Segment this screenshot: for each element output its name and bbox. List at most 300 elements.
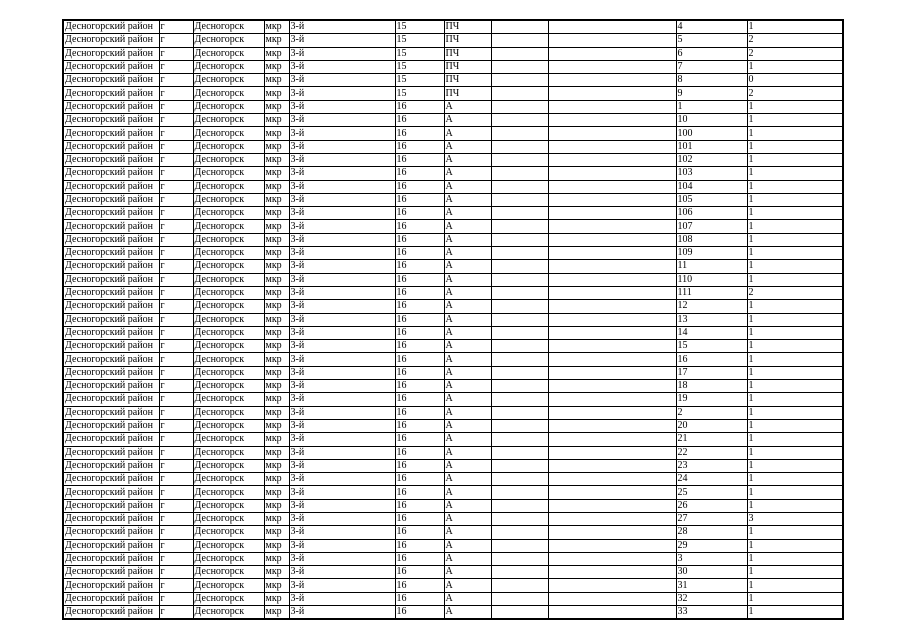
cell-city_type[interactable]: г [159,74,193,87]
cell-letter[interactable]: А [444,353,491,366]
cell-extra[interactable] [491,552,548,565]
cell-district[interactable]: Десногорский район [63,552,159,565]
cell-district[interactable]: Десногорский район [63,127,159,140]
cell-street[interactable]: 3-й [289,486,395,499]
cell-extra[interactable] [491,606,548,620]
cell-district[interactable]: Десногорский район [63,247,159,260]
cell-street_type[interactable]: мкр [264,566,289,579]
cell-city_type[interactable]: г [159,459,193,472]
cell-city[interactable]: Десногорск [193,473,264,486]
cell-street_type[interactable]: мкр [264,87,289,100]
cell-city[interactable]: Десногорск [193,193,264,206]
cell-street[interactable]: 3-й [289,114,395,127]
cell-street_type[interactable]: мкр [264,486,289,499]
cell-count[interactable]: 1 [747,193,843,206]
cell-street[interactable]: 3-й [289,353,395,366]
cell-count[interactable]: 1 [747,153,843,166]
cell-street[interactable]: 3-й [289,60,395,73]
cell-extra[interactable] [491,539,548,552]
cell-house[interactable]: 16 [395,153,444,166]
cell-house[interactable]: 16 [395,446,444,459]
cell-extra[interactable] [491,313,548,326]
cell-city[interactable]: Десногорск [193,592,264,605]
cell-count[interactable]: 1 [747,393,843,406]
cell-empty[interactable] [548,459,676,472]
cell-empty[interactable] [548,114,676,127]
cell-street_type[interactable]: мкр [264,300,289,313]
cell-empty[interactable] [548,406,676,419]
cell-letter[interactable]: А [444,207,491,220]
cell-city[interactable]: Десногорск [193,579,264,592]
cell-extra[interactable] [491,20,548,34]
cell-apartment[interactable]: 13 [676,313,747,326]
cell-house[interactable]: 16 [395,207,444,220]
cell-apartment[interactable]: 9 [676,87,747,100]
cell-district[interactable]: Десногорский район [63,340,159,353]
cell-count[interactable]: 1 [747,326,843,339]
cell-city[interactable]: Десногорск [193,326,264,339]
cell-empty[interactable] [548,286,676,299]
cell-extra[interactable] [491,486,548,499]
cell-city_type[interactable]: г [159,193,193,206]
cell-letter[interactable]: А [444,326,491,339]
cell-city_type[interactable]: г [159,60,193,73]
cell-extra[interactable] [491,419,548,432]
cell-apartment[interactable]: 15 [676,340,747,353]
cell-street[interactable]: 3-й [289,526,395,539]
cell-district[interactable]: Десногорский район [63,20,159,34]
cell-city[interactable]: Десногорск [193,87,264,100]
cell-letter[interactable]: А [444,473,491,486]
cell-city[interactable]: Десногорск [193,393,264,406]
cell-extra[interactable] [491,406,548,419]
cell-district[interactable]: Десногорский район [63,260,159,273]
cell-empty[interactable] [548,20,676,34]
cell-count[interactable]: 1 [747,340,843,353]
cell-letter[interactable]: А [444,512,491,525]
cell-street[interactable]: 3-й [289,340,395,353]
cell-count[interactable]: 1 [747,419,843,432]
cell-street[interactable]: 3-й [289,260,395,273]
cell-city[interactable]: Десногорск [193,499,264,512]
cell-empty[interactable] [548,180,676,193]
cell-house[interactable]: 16 [395,233,444,246]
cell-street[interactable]: 3-й [289,247,395,260]
cell-letter[interactable]: А [444,247,491,260]
cell-extra[interactable] [491,273,548,286]
cell-district[interactable]: Десногорский район [63,486,159,499]
cell-extra[interactable] [491,140,548,153]
cell-empty[interactable] [548,353,676,366]
cell-extra[interactable] [491,193,548,206]
cell-empty[interactable] [548,87,676,100]
cell-street_type[interactable]: мкр [264,34,289,47]
cell-house[interactable]: 16 [395,114,444,127]
cell-city_type[interactable]: г [159,353,193,366]
cell-city[interactable]: Десногорск [193,300,264,313]
cell-street_type[interactable]: мкр [264,207,289,220]
cell-count[interactable]: 1 [747,100,843,113]
cell-street[interactable]: 3-й [289,233,395,246]
cell-letter[interactable]: А [444,419,491,432]
cell-letter[interactable]: А [444,366,491,379]
cell-city[interactable]: Десногорск [193,260,264,273]
cell-district[interactable]: Десногорский район [63,473,159,486]
cell-extra[interactable] [491,353,548,366]
cell-apartment[interactable]: 11 [676,260,747,273]
cell-city[interactable]: Десногорск [193,486,264,499]
cell-street[interactable]: 3-й [289,326,395,339]
cell-apartment[interactable]: 103 [676,167,747,180]
cell-house[interactable]: 15 [395,74,444,87]
cell-city[interactable]: Десногорск [193,34,264,47]
cell-letter[interactable]: А [444,260,491,273]
cell-extra[interactable] [491,87,548,100]
cell-apartment[interactable]: 100 [676,127,747,140]
cell-street_type[interactable]: мкр [264,74,289,87]
cell-street_type[interactable]: мкр [264,446,289,459]
cell-street_type[interactable]: мкр [264,114,289,127]
cell-district[interactable]: Десногорский район [63,326,159,339]
cell-count[interactable]: 1 [747,273,843,286]
cell-city_type[interactable]: г [159,433,193,446]
cell-city_type[interactable]: г [159,180,193,193]
cell-extra[interactable] [491,326,548,339]
cell-street[interactable]: 3-й [289,380,395,393]
cell-apartment[interactable]: 4 [676,20,747,34]
cell-letter[interactable]: А [444,100,491,113]
cell-street_type[interactable]: мкр [264,60,289,73]
cell-count[interactable]: 1 [747,552,843,565]
cell-street_type[interactable]: мкр [264,380,289,393]
cell-street_type[interactable]: мкр [264,552,289,565]
cell-city[interactable]: Десногорск [193,459,264,472]
cell-apartment[interactable]: 111 [676,286,747,299]
cell-apartment[interactable]: 30 [676,566,747,579]
cell-count[interactable]: 1 [747,313,843,326]
cell-district[interactable]: Десногорский район [63,393,159,406]
cell-district[interactable]: Десногорский район [63,606,159,620]
cell-house[interactable]: 16 [395,592,444,605]
cell-city[interactable]: Десногорск [193,114,264,127]
cell-extra[interactable] [491,366,548,379]
cell-extra[interactable] [491,380,548,393]
cell-letter[interactable]: А [444,499,491,512]
cell-city[interactable]: Десногорск [193,47,264,60]
cell-count[interactable]: 2 [747,47,843,60]
cell-house[interactable]: 16 [395,366,444,379]
cell-district[interactable]: Десногорский район [63,313,159,326]
cell-count[interactable]: 1 [747,114,843,127]
cell-house[interactable]: 16 [395,247,444,260]
cell-letter[interactable]: А [444,193,491,206]
cell-street[interactable]: 3-й [289,140,395,153]
cell-count[interactable]: 2 [747,87,843,100]
cell-city[interactable]: Десногорск [193,313,264,326]
cell-city_type[interactable]: г [159,127,193,140]
cell-letter[interactable]: А [444,606,491,620]
cell-city_type[interactable]: г [159,153,193,166]
cell-empty[interactable] [548,127,676,140]
cell-house[interactable]: 16 [395,419,444,432]
cell-city_type[interactable]: г [159,446,193,459]
cell-letter[interactable]: А [444,340,491,353]
cell-letter[interactable]: А [444,167,491,180]
cell-street_type[interactable]: мкр [264,340,289,353]
cell-empty[interactable] [548,260,676,273]
cell-city_type[interactable]: г [159,552,193,565]
cell-count[interactable]: 1 [747,473,843,486]
cell-street_type[interactable]: мкр [264,526,289,539]
cell-street[interactable]: 3-й [289,74,395,87]
cell-street[interactable]: 3-й [289,393,395,406]
cell-city[interactable]: Десногорск [193,539,264,552]
cell-street_type[interactable]: мкр [264,247,289,260]
cell-street_type[interactable]: мкр [264,592,289,605]
cell-letter[interactable]: А [444,486,491,499]
cell-city_type[interactable]: г [159,233,193,246]
cell-letter[interactable]: А [444,286,491,299]
cell-letter[interactable]: А [444,220,491,233]
cell-district[interactable]: Десногорский район [63,47,159,60]
cell-letter[interactable]: А [444,552,491,565]
cell-extra[interactable] [491,459,548,472]
cell-city[interactable]: Десногорск [193,233,264,246]
cell-district[interactable]: Десногорский район [63,380,159,393]
cell-city[interactable]: Десногорск [193,419,264,432]
cell-apartment[interactable]: 8 [676,74,747,87]
cell-letter[interactable]: ПЧ [444,20,491,34]
cell-district[interactable]: Десногорский район [63,499,159,512]
cell-district[interactable]: Десногорский район [63,566,159,579]
cell-house[interactable]: 16 [395,286,444,299]
cell-house[interactable]: 16 [395,499,444,512]
cell-apartment[interactable]: 31 [676,579,747,592]
cell-street_type[interactable]: мкр [264,100,289,113]
cell-house[interactable]: 16 [395,380,444,393]
cell-extra[interactable] [491,579,548,592]
cell-empty[interactable] [548,47,676,60]
cell-extra[interactable] [491,433,548,446]
cell-house[interactable]: 16 [395,140,444,153]
cell-house[interactable]: 16 [395,273,444,286]
cell-empty[interactable] [548,566,676,579]
cell-district[interactable]: Десногорский район [63,87,159,100]
cell-street_type[interactable]: мкр [264,539,289,552]
cell-city_type[interactable]: г [159,167,193,180]
cell-street[interactable]: 3-й [289,313,395,326]
cell-count[interactable]: 1 [747,606,843,620]
cell-street[interactable]: 3-й [289,273,395,286]
cell-extra[interactable] [491,114,548,127]
cell-extra[interactable] [491,300,548,313]
cell-street[interactable]: 3-й [289,473,395,486]
cell-house[interactable]: 16 [395,127,444,140]
cell-extra[interactable] [491,167,548,180]
cell-district[interactable]: Десногорский район [63,34,159,47]
cell-street[interactable]: 3-й [289,153,395,166]
cell-city[interactable]: Десногорск [193,606,264,620]
cell-apartment[interactable]: 101 [676,140,747,153]
cell-letter[interactable]: А [444,140,491,153]
cell-city_type[interactable]: г [159,20,193,34]
cell-count[interactable]: 1 [747,566,843,579]
cell-street[interactable]: 3-й [289,220,395,233]
cell-empty[interactable] [548,512,676,525]
cell-letter[interactable]: ПЧ [444,34,491,47]
cell-street[interactable]: 3-й [289,433,395,446]
cell-city_type[interactable]: г [159,286,193,299]
cell-letter[interactable]: А [444,153,491,166]
cell-city[interactable]: Десногорск [193,353,264,366]
cell-city_type[interactable]: г [159,220,193,233]
cell-street_type[interactable]: мкр [264,233,289,246]
cell-extra[interactable] [491,127,548,140]
cell-street[interactable]: 3-й [289,300,395,313]
cell-city_type[interactable]: г [159,140,193,153]
cell-house[interactable]: 16 [395,300,444,313]
cell-apartment[interactable]: 106 [676,207,747,220]
cell-empty[interactable] [548,433,676,446]
cell-city_type[interactable]: г [159,366,193,379]
cell-apartment[interactable]: 26 [676,499,747,512]
cell-apartment[interactable]: 25 [676,486,747,499]
cell-extra[interactable] [491,180,548,193]
cell-city[interactable]: Десногорск [193,512,264,525]
cell-count[interactable]: 1 [747,433,843,446]
cell-count[interactable]: 1 [747,300,843,313]
cell-street_type[interactable]: мкр [264,473,289,486]
cell-house[interactable]: 16 [395,512,444,525]
cell-city_type[interactable]: г [159,393,193,406]
cell-street_type[interactable]: мкр [264,286,289,299]
cell-city[interactable]: Десногорск [193,366,264,379]
cell-count[interactable]: 1 [747,446,843,459]
cell-apartment[interactable]: 5 [676,34,747,47]
cell-empty[interactable] [548,499,676,512]
cell-city_type[interactable]: г [159,326,193,339]
cell-street_type[interactable]: мкр [264,419,289,432]
cell-street_type[interactable]: мкр [264,579,289,592]
cell-house[interactable]: 15 [395,87,444,100]
cell-district[interactable]: Десногорский район [63,167,159,180]
cell-district[interactable]: Десногорский район [63,273,159,286]
cell-street[interactable]: 3-й [289,406,395,419]
cell-district[interactable]: Десногорский район [63,286,159,299]
cell-street[interactable]: 3-й [289,552,395,565]
cell-house[interactable]: 16 [395,579,444,592]
cell-city_type[interactable]: г [159,340,193,353]
cell-empty[interactable] [548,606,676,620]
cell-street_type[interactable]: мкр [264,499,289,512]
cell-street_type[interactable]: мкр [264,127,289,140]
cell-empty[interactable] [548,153,676,166]
cell-empty[interactable] [548,326,676,339]
cell-letter[interactable]: А [444,459,491,472]
cell-street[interactable]: 3-й [289,592,395,605]
cell-district[interactable]: Десногорский район [63,180,159,193]
cell-street[interactable]: 3-й [289,459,395,472]
cell-extra[interactable] [491,526,548,539]
cell-house[interactable]: 16 [395,260,444,273]
cell-street[interactable]: 3-й [289,100,395,113]
cell-street[interactable]: 3-й [289,539,395,552]
cell-district[interactable]: Десногорский район [63,579,159,592]
cell-extra[interactable] [491,100,548,113]
cell-empty[interactable] [548,34,676,47]
cell-street_type[interactable]: мкр [264,393,289,406]
cell-street_type[interactable]: мкр [264,220,289,233]
cell-extra[interactable] [491,220,548,233]
cell-extra[interactable] [491,566,548,579]
cell-city[interactable]: Десногорск [193,406,264,419]
cell-house[interactable]: 16 [395,393,444,406]
cell-street_type[interactable]: мкр [264,433,289,446]
cell-street[interactable]: 3-й [289,207,395,220]
cell-city_type[interactable]: г [159,380,193,393]
cell-empty[interactable] [548,366,676,379]
cell-city_type[interactable]: г [159,47,193,60]
cell-count[interactable]: 1 [747,127,843,140]
cell-street_type[interactable]: мкр [264,193,289,206]
cell-street_type[interactable]: мкр [264,459,289,472]
cell-street_type[interactable]: мкр [264,606,289,620]
cell-district[interactable]: Десногорский район [63,512,159,525]
cell-district[interactable]: Десногорский район [63,233,159,246]
cell-city[interactable]: Десногорск [193,207,264,220]
cell-house[interactable]: 16 [395,220,444,233]
cell-city[interactable]: Десногорск [193,526,264,539]
cell-count[interactable]: 1 [747,247,843,260]
cell-count[interactable]: 3 [747,512,843,525]
cell-apartment[interactable]: 17 [676,366,747,379]
cell-district[interactable]: Десногорский район [63,526,159,539]
cell-district[interactable]: Десногорский район [63,114,159,127]
cell-empty[interactable] [548,579,676,592]
cell-count[interactable]: 1 [747,167,843,180]
cell-apartment[interactable]: 23 [676,459,747,472]
cell-street[interactable]: 3-й [289,606,395,620]
cell-city_type[interactable]: г [159,260,193,273]
cell-street[interactable]: 3-й [289,512,395,525]
cell-city[interactable]: Десногорск [193,433,264,446]
cell-house[interactable]: 15 [395,47,444,60]
cell-city_type[interactable]: г [159,512,193,525]
cell-extra[interactable] [491,393,548,406]
cell-city_type[interactable]: г [159,273,193,286]
cell-empty[interactable] [548,233,676,246]
cell-street[interactable]: 3-й [289,87,395,100]
cell-apartment[interactable]: 14 [676,326,747,339]
cell-house[interactable]: 16 [395,340,444,353]
cell-letter[interactable]: А [444,127,491,140]
cell-apartment[interactable]: 21 [676,433,747,446]
cell-district[interactable]: Десногорский район [63,140,159,153]
cell-street_type[interactable]: мкр [264,512,289,525]
cell-empty[interactable] [548,193,676,206]
cell-street_type[interactable]: мкр [264,366,289,379]
cell-letter[interactable]: А [444,300,491,313]
cell-city_type[interactable]: г [159,207,193,220]
cell-apartment[interactable]: 24 [676,473,747,486]
cell-district[interactable]: Десногорский район [63,419,159,432]
cell-count[interactable]: 1 [747,539,843,552]
cell-district[interactable]: Десногорский район [63,353,159,366]
cell-apartment[interactable]: 27 [676,512,747,525]
cell-empty[interactable] [548,100,676,113]
cell-street[interactable]: 3-й [289,47,395,60]
cell-house[interactable]: 16 [395,486,444,499]
